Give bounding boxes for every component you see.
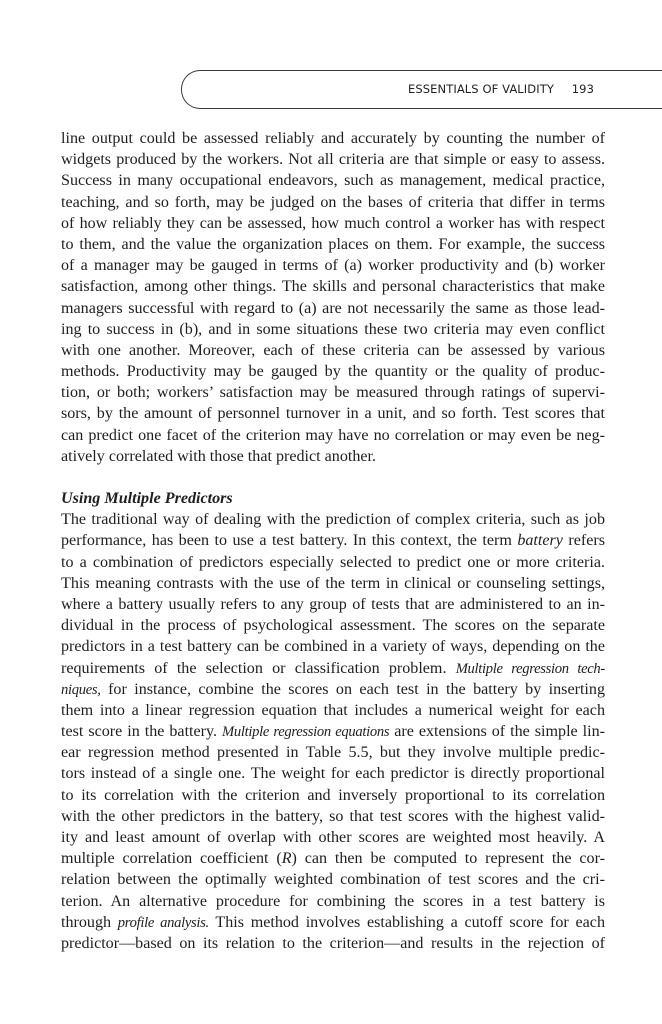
- text-line: atively correlated with those that predict another.: [61, 447, 377, 465]
- text-line: relation between the optimally weighted combination of test scores and the cri-: [61, 871, 605, 889]
- paragraph-multiple-predictors: [61, 509, 605, 954]
- text-line: methods. Productivity may be gauged by the quantity or the quality of produc-: [61, 363, 605, 381]
- text-line: tion, or both; workers’ satisfaction may be measured through ratings of supervi-: [61, 384, 605, 402]
- text-line: Success in many occupational endeavors, such as management, medical practice,: [61, 172, 605, 190]
- text-run: multiple correlation coefficient (: [61, 850, 282, 868]
- text-line: with the other predictors in the battery, so that test scores with the highest valid-: [61, 807, 605, 825]
- text-run: refers: [562, 532, 605, 550]
- page-body: [61, 128, 605, 954]
- text-line: to a combination of predictors especially selected to predict one or more criteria.: [61, 553, 605, 571]
- text-line: [61, 530, 605, 551]
- emphasized-term: Multiple regression tech-: [455, 660, 605, 677]
- text-run: ) can then be computed to represent the cor-: [291, 850, 605, 868]
- text-run: performance, has been to use a test battery. In this context, the term: [61, 532, 518, 550]
- text-run: requirements of the selection or classification problem.: [61, 659, 456, 677]
- text-line: ity and least amount of overlap with other scores are weighted most heavily. A: [61, 829, 605, 846]
- text-run: This method involves establishing a cutoff score for each: [208, 913, 605, 931]
- text-run: for instance, combine the scores on each test in the battery by inserting: [100, 680, 605, 698]
- text-line: to its correlation with the criterion and inversely proportional to its correlation: [61, 786, 605, 804]
- text-run: through: [61, 913, 118, 931]
- text-line: of how reliably they can be assessed, how much control a worker has with respect: [61, 214, 605, 232]
- text-line: to them, and the value the organization places on them. For example, the success: [61, 235, 605, 253]
- text-line: ing to success in (b), and in some situations these two criteria may even conflict: [61, 320, 605, 338]
- text-line: satisfaction, among other things. The skills and personal characteristics that make: [61, 278, 605, 296]
- emphasized-term: R: [281, 850, 292, 868]
- text-line: them into a linear regression equation that includes a numerical weight for each: [61, 701, 605, 719]
- text-line: [61, 848, 605, 869]
- text-line: The traditional way of dealing with the prediction of complex criteria, such as job: [61, 511, 605, 529]
- text-line: sors, by the amount of personnel turnover in a unit, and so forth. Test scores that: [61, 405, 605, 423]
- text-line: tors instead of a single one. The weight for each predictor is directly proportional: [61, 765, 605, 783]
- text-line: [61, 912, 605, 933]
- page-number: 193: [571, 82, 594, 96]
- text-line: dividual in the process of psychological assessment. The scores on the separate: [61, 617, 605, 635]
- emphasized-term: niques,: [61, 681, 101, 698]
- text-line: where a battery usually refers to any group of tests that are administered to an in-: [61, 595, 605, 613]
- section-heading: Using Multiple Predictors: [61, 490, 233, 507]
- text-line: line output could be assessed reliably and accurately by counting the number of: [61, 130, 605, 147]
- text-line: can predict one facet of the criterion may have no correlation or may even be neg-: [61, 426, 605, 444]
- text-line: with one another. Moreover, each of these criteria can be assessed by various: [61, 341, 605, 359]
- emphasized-term: battery: [517, 532, 563, 550]
- text-line: [61, 679, 605, 700]
- text-line: predictors in a test battery can be combined in a variety of ways, depending on the: [61, 638, 605, 656]
- emphasized-term: Multiple regression equations: [222, 724, 390, 741]
- text-line: widgets produced by the workers. Not all criteria are that simple or easy to assess.: [61, 151, 605, 169]
- text-line: managers successful with regard to (a) are not necessarily the same as those lead-: [61, 299, 605, 317]
- text-line: [61, 721, 605, 742]
- text-line: predictor—based on its relation to the criterion—and results in the rejection of: [61, 934, 605, 952]
- text-run: are extensions of the simple lin-: [389, 723, 606, 741]
- text-line: This meaning contrasts with the use of the term in clinical or counseling settings,: [61, 574, 605, 592]
- text-line: [61, 658, 605, 679]
- running-title: ESSENTIALS OF VALIDITY: [407, 82, 554, 96]
- emphasized-term: profile analysis.: [117, 914, 209, 931]
- running-head: [408, 82, 594, 96]
- paragraph-criteria: [61, 128, 605, 467]
- text-run: test score in the battery.: [61, 723, 223, 741]
- text-line: teaching, and so forth, may be judged on the bases of criteria that differ in terms: [61, 193, 605, 211]
- text-line: ear regression method presented in Table 5.5, but they involve multiple predic-: [61, 744, 605, 762]
- text-line: of a manager may be gauged in terms of (a) worker productivity and (b) worker: [61, 257, 605, 275]
- text-line: terion. An alternative procedure for combining the scores in a test battery is: [61, 892, 605, 910]
